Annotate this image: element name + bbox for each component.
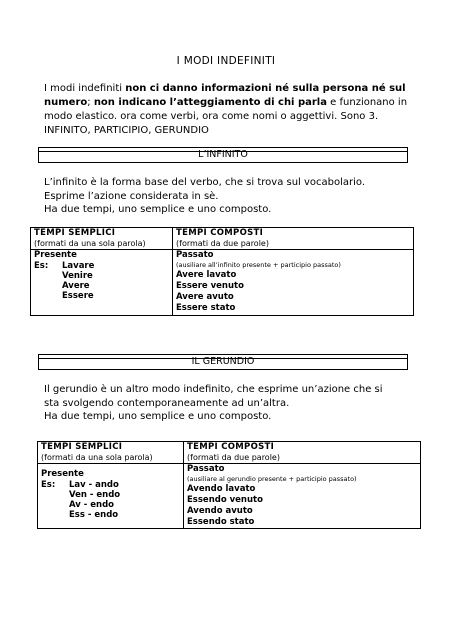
compound-header-title: TEMPI COMPOSTI [176,228,264,238]
compound-example: Essendo venuto [187,495,263,505]
table-row [31,250,414,316]
intro-text-2: ; [87,97,94,108]
intro-bold-2: non indicano l’atteggiamento di chi parla [93,97,327,108]
intro-bold-1: non ci danno informazioni né sulla persona né sul numero [44,83,406,108]
example-row [34,281,169,291]
example-row [34,261,169,271]
compound-example: Avere avuto [176,292,234,302]
simple-header-cell [38,442,184,464]
compound-header-sub: (formati da due parole) [187,453,280,462]
compound-example: Avere lavato [176,270,237,280]
infinito-heading: L’INFINITO [198,149,248,160]
compound-note: (ausiliare all’infinito presente + participio passato) [176,261,341,269]
compound-header-cell [173,228,414,250]
example-label: Es: [34,261,49,271]
example-row [41,500,180,510]
gerundio-heading: IL GERUNDIO [191,356,255,367]
compound-note: (ausiliare al gerundio presente + participio passato) [187,475,357,483]
gerundio-table [37,441,421,529]
intro-paragraph [44,82,416,138]
compound-header-cell [184,442,421,464]
page-title: I MODI INDEFINITI [176,55,276,67]
infinito-line-3: Ha due tempi, uno semplice e uno composto. [44,204,272,215]
example-row [34,291,169,301]
compound-example: Avendo avuto [187,506,253,516]
simple-body-cell [38,464,184,529]
infinito-paragraph [44,176,424,217]
infinito-line-1: L’infinito è la forma base del verbo, che si trova sul vocabolario. [44,177,366,188]
example-row [41,510,180,520]
compound-header-sub: (formati da due parole) [176,239,269,248]
example-word: Av - endo [69,500,115,510]
example-row [41,490,180,500]
intro-text-3: e funzionano in modo elastico. ora come verbi, ora come nomi o aggettivi. Sono 3. INFINITO, PARTICIPIO, GERUNDIO [44,97,408,136]
compound-header-title: TEMPI COMPOSTI [187,442,275,452]
compound-body-cell [173,250,414,316]
example-word: Ess - endo [69,510,119,520]
example-word: Lav - ando [69,480,119,490]
compound-tense-label: Passato [176,250,214,260]
compound-example: Avendo lavato [187,484,256,494]
simple-header-title: TEMPI SEMPLICI [34,228,116,238]
table-row [38,464,421,529]
gerundio-heading-box [38,354,408,370]
simple-header-title: TEMPI SEMPLICI [41,442,123,452]
example-word: Ven - endo [69,490,121,500]
gerundio-line-2: sta svolgendo contemporaneamente ad un’altra. [44,397,290,409]
example-row [34,271,169,281]
simple-body-cell [31,250,173,316]
infinito-heading-box [38,147,408,163]
infinito-table [30,227,414,316]
simple-tense-label: Presente [41,469,84,479]
example-word: Essere [62,291,94,301]
table-header-row [31,228,414,250]
example-word: Venire [62,271,93,281]
gerundio-line-1: Il gerundio è un altro modo indefinito, che esprime un’azione che si [44,384,383,395]
infinito-line-2: Esprime l’azione considerata in sè. [44,190,219,202]
compound-example: Essere stato [176,303,236,313]
simple-header-cell [31,228,173,250]
compound-example: Essendo stato [187,517,255,527]
compound-example: Essere venuto [176,281,244,291]
simple-tense-label: Presente [34,250,77,260]
simple-header-sub: (formati da una sola parola) [41,453,153,462]
example-word: Avere [62,281,90,291]
example-word: Lavare [62,261,95,271]
gerundio-line-3: Ha due tempi, uno semplice e uno composto. [44,411,272,422]
simple-header-sub: (formati da una sola parola) [34,239,146,248]
table-header-row [38,442,421,464]
compound-body-cell [184,464,421,529]
example-row [41,480,180,490]
intro-text-1: I modi indefiniti [44,83,126,94]
example-label: Es: [41,480,56,490]
gerundio-paragraph [44,383,424,424]
compound-tense-label: Passato [187,464,225,474]
